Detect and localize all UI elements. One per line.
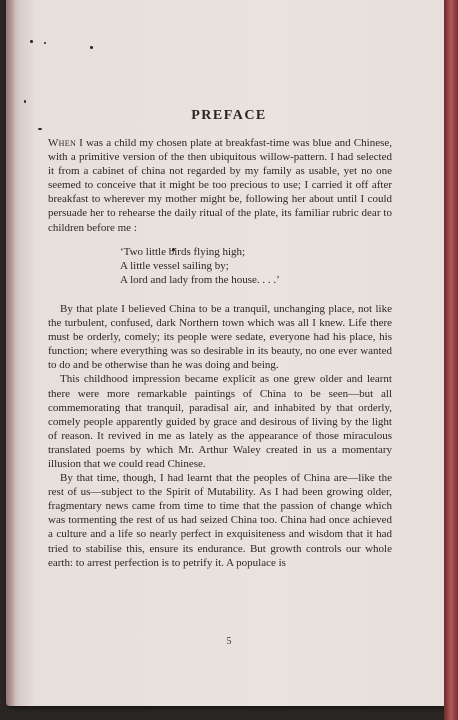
- ink-speck: [24, 100, 26, 103]
- paragraph-2: By that plate I believed China to be a tranquil, unchanging place, not like the turbulent, confused, dark Northern town which was all I knew. Life there must be orderly, comely; its people were sedate, everyone had his place, his function; where everything was so desirable in its beauty, no one ever wanted to do and be otherwise than he was doing and being.: [48, 302, 392, 372]
- ink-speck: [38, 128, 42, 130]
- page-gutter-shadow: [6, 0, 16, 706]
- ink-speck: [30, 40, 33, 43]
- paragraph-1: [48, 136, 392, 235]
- ink-speck: [44, 42, 46, 44]
- ink-speck: [90, 46, 93, 49]
- paragraph-4: By that time, though, I had learnt that the peoples of China are—like the rest of us—subject to the Spirit of Mutability. As I had been growing older, fragmentary news came from time to time that the passion of change which was tormenting the rest of us had seized China too. China had once achieved a culture and a life so nearly perfect in exquisiteness and wisdom that it had tried to stabilise this, ensure its endurance. But growth controls our whole earth: to arrest perfection is to petrify it. A populace is: [48, 472, 392, 569]
- verse-line: A lord and lady from the house. . . .’: [120, 273, 280, 286]
- verse-line: ‘Two little birds flying high;: [120, 245, 246, 258]
- page-title: PREFACE: [191, 108, 267, 123]
- page-number: 5: [226, 636, 232, 647]
- verse-line: A little vessel sailing by;: [120, 259, 229, 272]
- paragraph-1-text: I was a child my chosen plate at breakfast-time was blue and Chinese, with a primitive version of the then ubiquitous willow-pattern. I had selected it from a cabinet of china not regarded by my family as usable, yet no one seemed to conceive that it might be too precious to use; I carried it off after breakfast to wherever my mother might be, following her about until I could persuade her to rehearse the daily ritual of the plate, its familiar rubric dear to children before me :: [48, 137, 392, 234]
- verse-block: [120, 245, 392, 287]
- page-body: [48, 136, 392, 570]
- paragraph-3: This childhood impression became explicit as one grew older and learnt there were more remarkable paintings of China to be seen—but all commemorating that tranquil, paradisal air, and inhabited by that orderly, comely people apparently guided by grace and desirous of living by the light of reason. It revived in me as lately as the appearance of those miraculous translated poems by which Mr. Arthur Waley created in us a momentary illusion that we could read Chinese.: [48, 373, 392, 470]
- drop-word: When: [48, 137, 77, 149]
